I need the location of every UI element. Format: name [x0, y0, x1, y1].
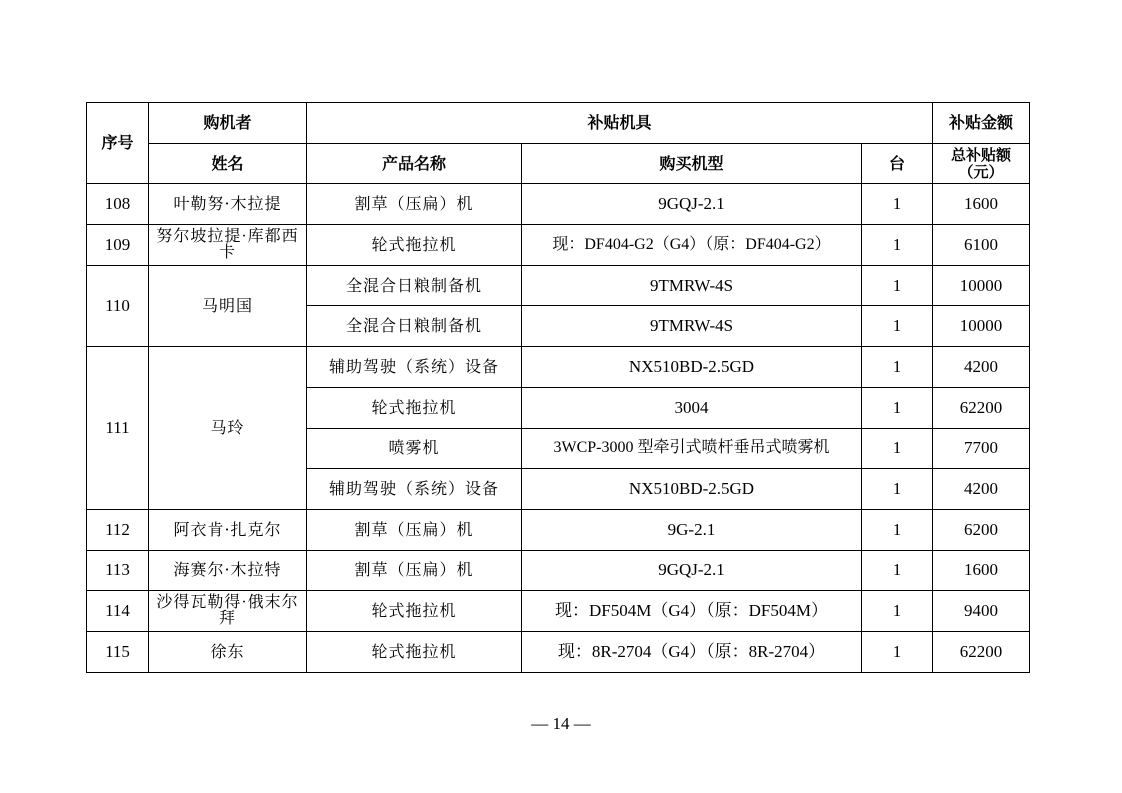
cell-name: 马玲: [149, 347, 307, 510]
cell-name: 徐东: [149, 631, 307, 672]
table-row: [87, 347, 1030, 388]
header-name: 姓名: [149, 143, 307, 184]
cell-model: 9TMRW-4S: [522, 265, 862, 306]
table-row: [87, 509, 1030, 550]
cell-qty: 1: [862, 184, 933, 225]
cell-name: 努尔坡拉提·库都西卡: [149, 225, 307, 266]
cell-amount: 1600: [933, 550, 1030, 591]
cell-product: 割草（压扁）机: [307, 550, 522, 591]
page-number: — 14 —: [531, 714, 591, 733]
cell-model: 现：DF404-G2（G4）（原：DF404-G2）: [522, 225, 862, 266]
cell-name: 阿衣肯·扎克尔: [149, 509, 307, 550]
table-header: [87, 103, 1030, 184]
cell-qty: 1: [862, 306, 933, 347]
cell-seq: 109: [87, 225, 149, 266]
cell-model: 现：DF504M（G4）（原：DF504M）: [522, 591, 862, 632]
cell-qty: 1: [862, 428, 933, 469]
cell-seq: 114: [87, 591, 149, 632]
cell-product: 轮式拖拉机: [307, 591, 522, 632]
cell-seq: 108: [87, 184, 149, 225]
cell-product: 全混合日粮制备机: [307, 306, 522, 347]
cell-amount: 7700: [933, 428, 1030, 469]
header-unit: 台: [862, 143, 933, 184]
cell-seq: 112: [87, 509, 149, 550]
cell-amount: 10000: [933, 265, 1030, 306]
cell-product: 轮式拖拉机: [307, 387, 522, 428]
cell-qty: 1: [862, 387, 933, 428]
table-row: [87, 631, 1030, 672]
table-row: [87, 265, 1030, 306]
cell-qty: 1: [862, 265, 933, 306]
cell-qty: 1: [862, 469, 933, 510]
cell-qty: 1: [862, 509, 933, 550]
header-model: 购买机型: [522, 143, 862, 184]
cell-model: 3WCP-3000 型牵引式喷杆垂吊式喷雾机: [522, 428, 862, 469]
cell-name: 沙得瓦勒得·俄末尔拜: [149, 591, 307, 632]
cell-amount: 9400: [933, 591, 1030, 632]
table-row: [87, 225, 1030, 266]
cell-seq: 111: [87, 347, 149, 510]
cell-qty: 1: [862, 550, 933, 591]
cell-seq: 113: [87, 550, 149, 591]
cell-product: 割草（压扁）机: [307, 184, 522, 225]
cell-qty: 1: [862, 347, 933, 388]
cell-amount: 1600: [933, 184, 1030, 225]
cell-product: 轮式拖拉机: [307, 225, 522, 266]
subsidy-table: [86, 102, 1030, 673]
cell-model: 9G-2.1: [522, 509, 862, 550]
cell-amount: 6100: [933, 225, 1030, 266]
cell-name: 海赛尔·木拉特: [149, 550, 307, 591]
cell-seq: 110: [87, 265, 149, 346]
cell-model: NX510BD-2.5GD: [522, 347, 862, 388]
cell-model: 3004: [522, 387, 862, 428]
cell-qty: 1: [862, 225, 933, 266]
header-machine-group: 补贴机具: [307, 103, 933, 144]
cell-qty: 1: [862, 591, 933, 632]
table-row: [87, 550, 1030, 591]
table-row: [87, 591, 1030, 632]
cell-name: 马明国: [149, 265, 307, 346]
cell-model: 9TMRW-4S: [522, 306, 862, 347]
table-body: [87, 184, 1030, 672]
cell-amount: 62200: [933, 387, 1030, 428]
cell-model: NX510BD-2.5GD: [522, 469, 862, 510]
cell-amount: 62200: [933, 631, 1030, 672]
cell-amount: 4200: [933, 347, 1030, 388]
cell-name: 叶勒努·木拉提: [149, 184, 307, 225]
header-total: 总补贴额（元）: [933, 143, 1030, 184]
cell-model: 现：8R-2704（G4）（原：8R-2704）: [522, 631, 862, 672]
cell-product: 辅助驾驶（系统）设备: [307, 469, 522, 510]
cell-amount: 4200: [933, 469, 1030, 510]
cell-product: 轮式拖拉机: [307, 631, 522, 672]
header-amount-group: 补贴金额: [933, 103, 1030, 144]
header-product: 产品名称: [307, 143, 522, 184]
cell-product: 全混合日粮制备机: [307, 265, 522, 306]
cell-model: 9GQJ-2.1: [522, 550, 862, 591]
header-seq: 序号: [87, 103, 149, 184]
cell-seq: 115: [87, 631, 149, 672]
header-row-1: [87, 103, 1030, 144]
cell-amount: 10000: [933, 306, 1030, 347]
cell-product: 喷雾机: [307, 428, 522, 469]
cell-model: 9GQJ-2.1: [522, 184, 862, 225]
cell-qty: 1: [862, 631, 933, 672]
table-row: [87, 184, 1030, 225]
cell-product: 割草（压扁）机: [307, 509, 522, 550]
header-buyer: 购机者: [149, 103, 307, 144]
cell-product: 辅助驾驶（系统）设备: [307, 347, 522, 388]
header-row-2: [87, 143, 1030, 184]
cell-amount: 6200: [933, 509, 1030, 550]
